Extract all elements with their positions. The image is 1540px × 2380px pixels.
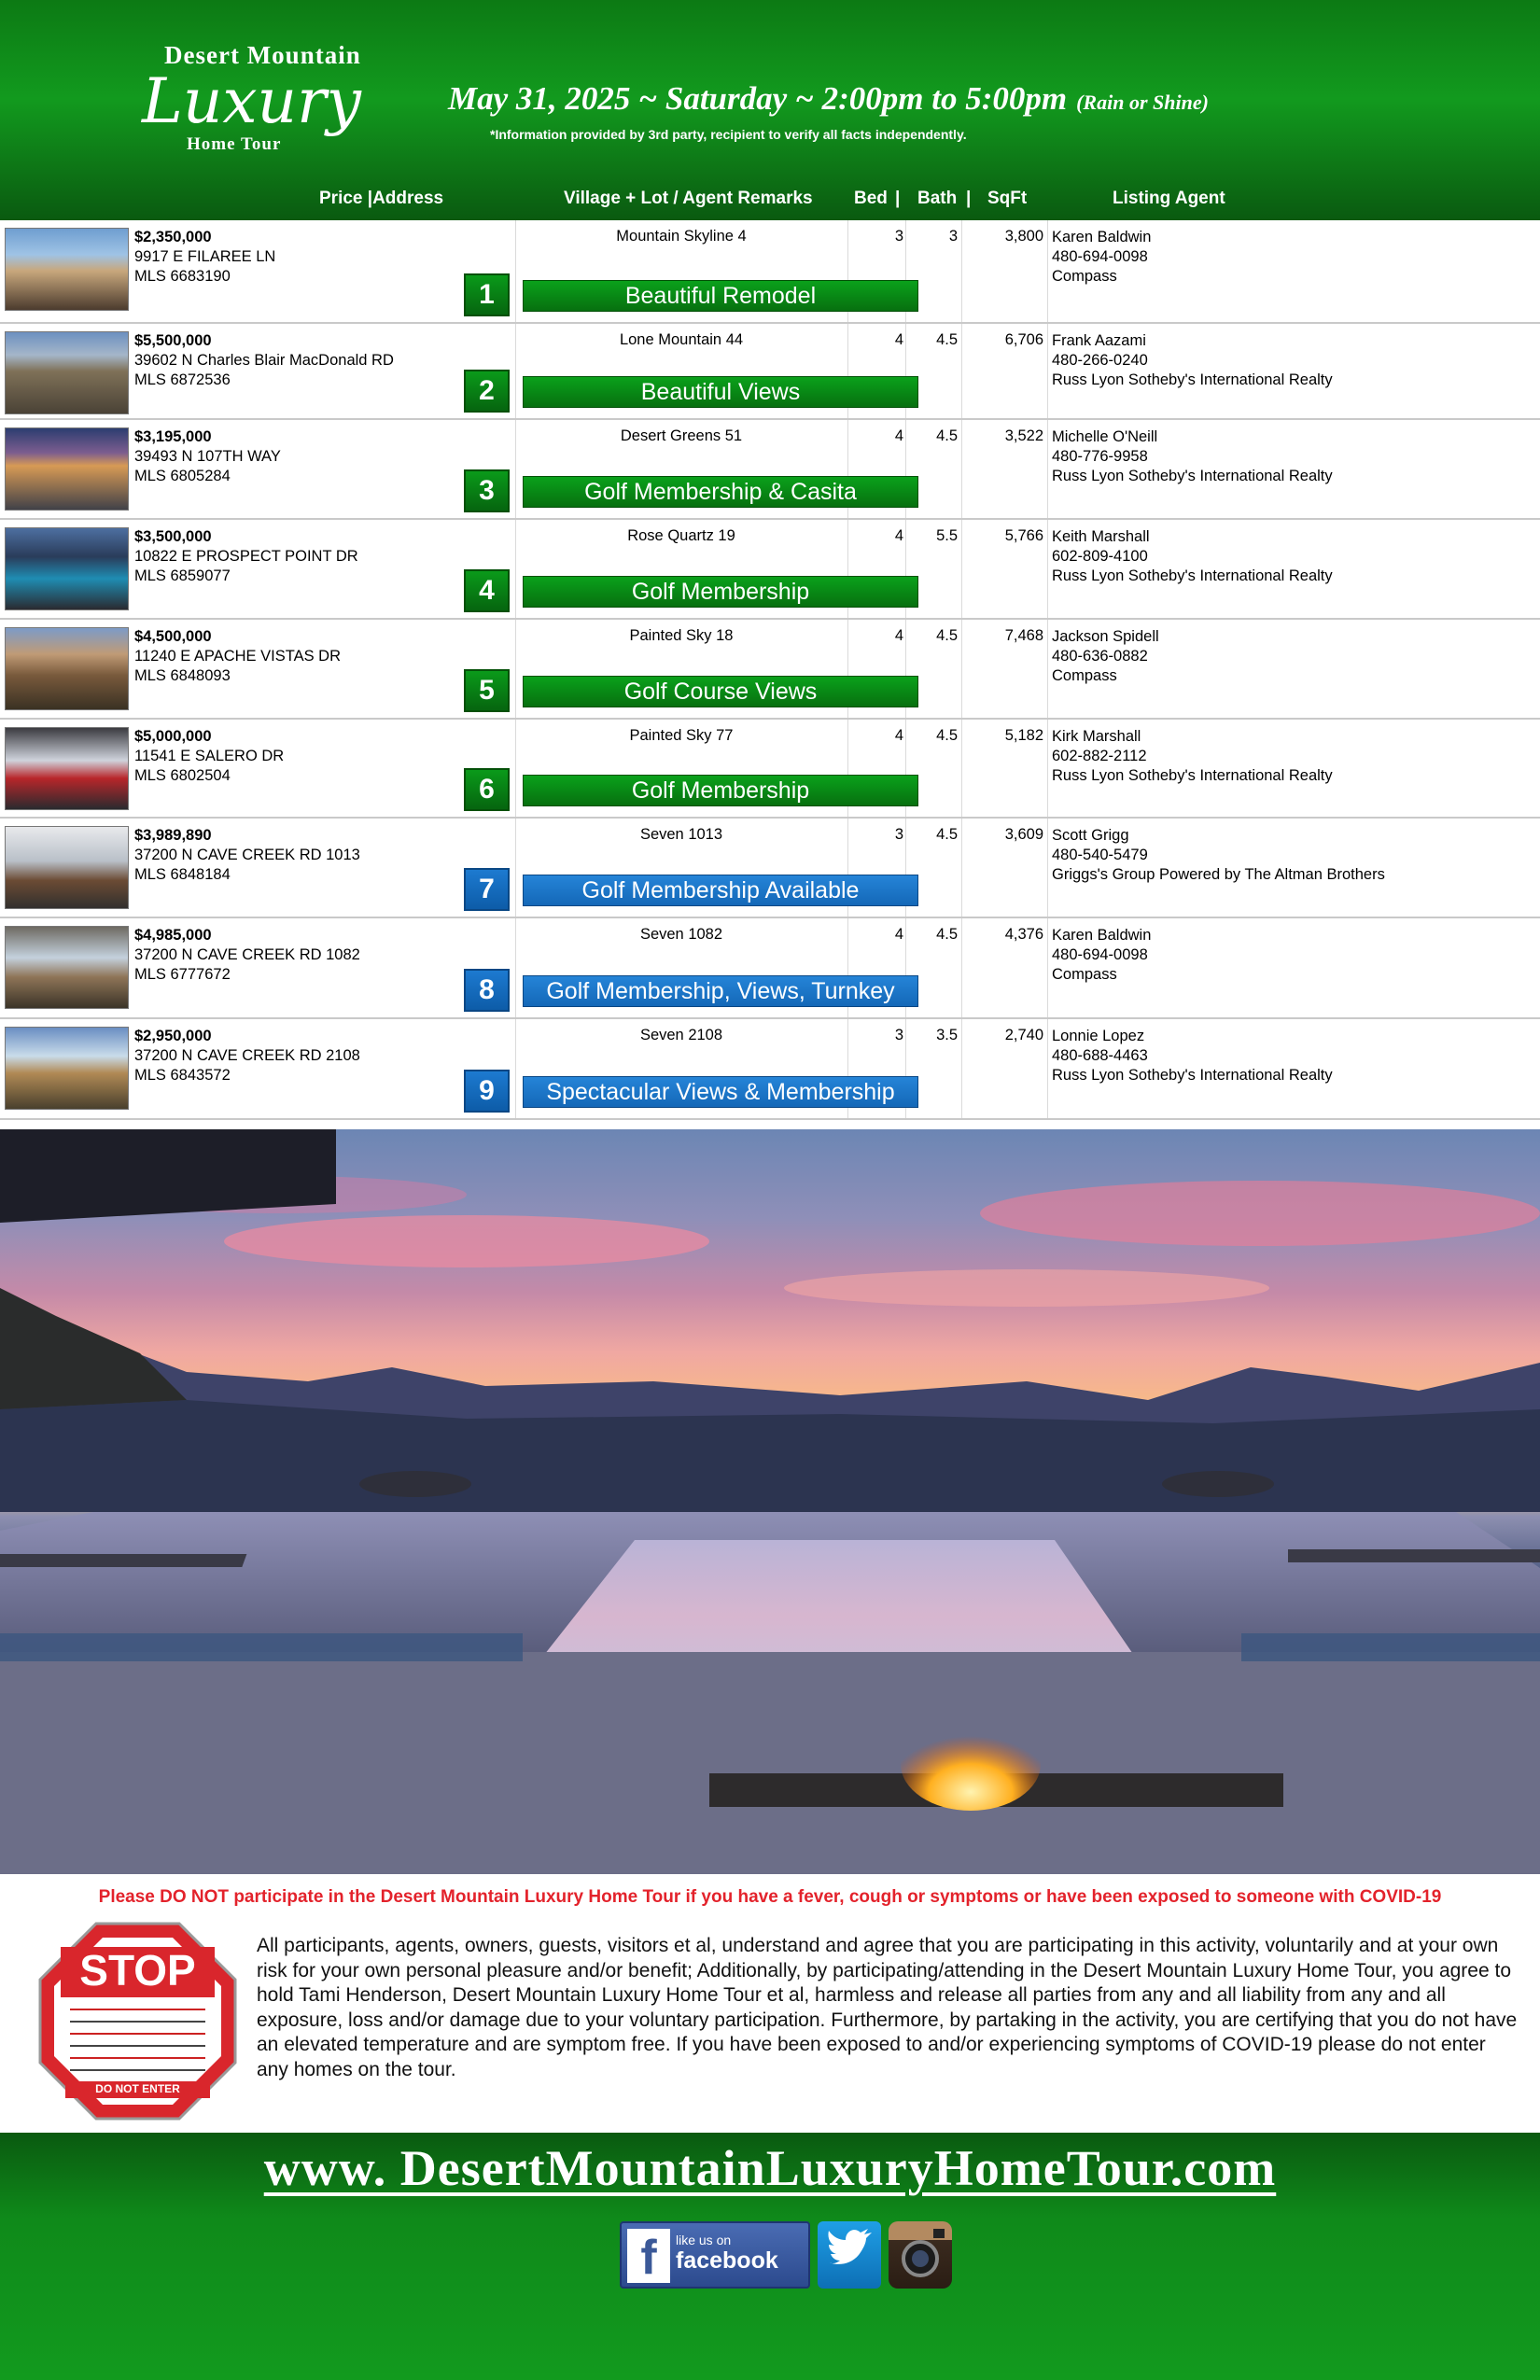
listing-price: $3,500,000 xyxy=(134,528,212,545)
col-divider xyxy=(1047,420,1048,518)
listing-number-badge: 9 xyxy=(464,1070,510,1113)
listing-village: Seven 1013 xyxy=(639,826,723,843)
listing-agent-block xyxy=(1052,627,1159,686)
listing-bed: 4 xyxy=(894,727,903,744)
agent-name: Keith Marshall xyxy=(1052,528,1150,545)
listing-row xyxy=(0,1019,1540,1120)
listing-address: 11240 E APACHE VISTAS DR xyxy=(134,648,342,665)
listing-bed: 4 xyxy=(894,926,903,943)
listing-mls: MLS 6777672 xyxy=(134,966,231,983)
listing-photo[interactable] xyxy=(5,1027,129,1110)
listing-price: $4,985,000 xyxy=(134,927,212,944)
listing-agent-block xyxy=(1052,331,1333,390)
listing-remark-banner: Beautiful Remodel xyxy=(523,280,918,312)
listing-bed: 3 xyxy=(894,228,903,245)
listing-address-block xyxy=(134,427,281,486)
listing-address-block xyxy=(134,527,358,586)
listing-sqft: 5,766 xyxy=(1004,527,1043,544)
listing-village: Painted Sky 18 xyxy=(629,627,734,644)
agent-phone: 480-694-0098 xyxy=(1052,946,1148,963)
listing-number-badge: 1 xyxy=(464,273,510,316)
listing-bath: 5.5 xyxy=(936,527,958,544)
listing-sqft: 5,182 xyxy=(1004,727,1043,744)
listing-village: Rose Quartz 19 xyxy=(627,527,735,544)
col-head-sqft: SqFt xyxy=(987,189,1028,208)
listings-table xyxy=(0,220,1540,1129)
listing-agent-block xyxy=(1052,727,1333,786)
twitter-icon[interactable] xyxy=(818,2221,881,2289)
listing-address: 39602 N Charles Blair MacDonald RD xyxy=(134,352,394,369)
listing-address-block xyxy=(134,228,275,287)
listing-price: $5,500,000 xyxy=(134,332,212,349)
hero-image xyxy=(0,1129,1540,1874)
listing-agent-block xyxy=(1052,527,1333,586)
listing-number-badge: 5 xyxy=(464,669,510,712)
col-head-price-address: Price |Address xyxy=(319,189,444,208)
listing-sqft: 7,468 xyxy=(1004,627,1043,644)
disclaimer: *Information provided by 3rd party, recipient to verify all facts independently. xyxy=(490,127,967,142)
listing-number-badge: 7 xyxy=(464,868,510,911)
listing-village: Lone Mountain 44 xyxy=(619,331,744,348)
listing-photo[interactable] xyxy=(5,727,129,810)
listing-sqft: 3,800 xyxy=(1004,228,1043,245)
listing-mls: MLS 6859077 xyxy=(134,567,231,584)
listing-bed: 4 xyxy=(894,527,903,544)
listing-address: 37200 N CAVE CREEK RD 1082 xyxy=(134,946,360,963)
listing-number-badge: 8 xyxy=(464,969,510,1012)
listing-village: Painted Sky 77 xyxy=(629,727,734,744)
listing-price: $2,350,000 xyxy=(134,229,212,245)
listing-bath: 3 xyxy=(948,228,958,245)
listing-agent-block xyxy=(1052,926,1151,985)
col-divider xyxy=(1047,918,1048,1017)
agent-brokerage: Russ Lyon Sotheby's International Realty xyxy=(1052,567,1333,584)
facebook-name-text: facebook xyxy=(676,2247,778,2274)
agent-name: Kirk Marshall xyxy=(1052,728,1141,745)
listing-agent-block xyxy=(1052,427,1333,486)
listing-remark-banner: Golf Membership xyxy=(523,576,918,608)
agent-phone: 480-688-4463 xyxy=(1052,1047,1148,1064)
listing-mls: MLS 6848184 xyxy=(134,866,231,883)
logo-line2: Luxury xyxy=(142,65,361,137)
stop-title: STOP xyxy=(79,1946,196,1995)
col-divider xyxy=(1047,520,1048,618)
agent-brokerage: Compass xyxy=(1052,966,1117,983)
listing-village: Desert Greens 51 xyxy=(620,427,743,444)
listing-bath: 4.5 xyxy=(936,826,958,843)
col-sep-1: | xyxy=(895,189,901,208)
listing-remark-banner: Beautiful Views xyxy=(523,376,918,408)
listing-address: 39493 N 107TH WAY xyxy=(134,448,281,465)
agent-phone: 602-809-4100 xyxy=(1052,548,1148,565)
listing-bed: 3 xyxy=(894,1027,903,1043)
listing-number-badge: 4 xyxy=(464,569,510,612)
listing-address-block xyxy=(134,826,360,885)
agent-phone: 480-540-5479 xyxy=(1052,847,1148,863)
listing-bath: 4.5 xyxy=(936,926,958,943)
listing-agent-block xyxy=(1052,228,1151,287)
listing-number-badge: 6 xyxy=(464,768,510,811)
tour-date-text: May 31, 2025 ~ Saturday ~ 2:00pm to 5:00pm xyxy=(448,80,1068,117)
listing-bed: 4 xyxy=(894,627,903,644)
listing-bath: 4.5 xyxy=(936,427,958,444)
listing-sqft: 3,609 xyxy=(1004,826,1043,843)
listing-row xyxy=(0,420,1540,520)
listing-bath: 4.5 xyxy=(936,627,958,644)
listing-row xyxy=(0,520,1540,620)
tour-logo xyxy=(140,37,448,168)
agent-name: Karen Baldwin xyxy=(1052,229,1152,245)
header-banner xyxy=(0,0,1540,220)
listing-sqft: 4,376 xyxy=(1004,926,1043,943)
agent-name: Lonnie Lopez xyxy=(1052,1028,1145,1044)
listing-mls: MLS 6805284 xyxy=(134,468,231,484)
agent-brokerage: Russ Lyon Sotheby's International Realty xyxy=(1052,468,1333,484)
listing-photo[interactable] xyxy=(5,427,129,511)
listing-bed: 4 xyxy=(894,331,903,348)
col-divider xyxy=(1047,819,1048,917)
listing-row xyxy=(0,220,1540,324)
pool-sunset-image xyxy=(0,1129,1540,1874)
listing-sqft: 6,706 xyxy=(1004,331,1043,348)
listing-agent-block xyxy=(1052,1027,1333,1085)
listing-price: $3,989,890 xyxy=(134,827,212,844)
listing-address-block xyxy=(134,1027,360,1085)
agent-brokerage: Russ Lyon Sotheby's International Realty xyxy=(1052,1067,1333,1084)
website-link[interactable]: www. DesertMountainLuxuryHomeTour.com xyxy=(263,2140,1277,2196)
listing-village: Seven 2108 xyxy=(639,1027,723,1043)
col-divider xyxy=(1047,620,1048,718)
listing-village: Seven 1082 xyxy=(639,926,723,943)
listing-row xyxy=(0,918,1540,1019)
agent-name: Scott Grigg xyxy=(1052,827,1129,844)
listing-photo[interactable] xyxy=(5,527,129,610)
col-divider xyxy=(1047,1019,1048,1118)
col-divider xyxy=(1047,720,1048,817)
listing-mls: MLS 6843572 xyxy=(134,1067,231,1084)
agent-brokerage: Compass xyxy=(1052,268,1117,285)
agent-name: Karen Baldwin xyxy=(1052,927,1152,944)
listing-village: Mountain Skyline 4 xyxy=(616,228,747,245)
facebook-f-glyph: f xyxy=(627,2229,670,2283)
facebook-like-text: like us on xyxy=(676,2233,732,2247)
listing-number-badge: 3 xyxy=(464,469,510,512)
listing-address-block xyxy=(134,926,360,985)
agent-phone: 480-636-0882 xyxy=(1052,648,1148,665)
agent-brokerage: Russ Lyon Sotheby's International Realty xyxy=(1052,767,1333,784)
listing-price: $3,195,000 xyxy=(134,428,212,445)
stop-sign-icon xyxy=(37,1921,238,2121)
agent-phone: 602-882-2112 xyxy=(1052,748,1147,764)
col-head-agent: Listing Agent xyxy=(1113,189,1225,208)
listing-address: 37200 N CAVE CREEK RD 2108 xyxy=(134,1047,360,1064)
listing-row xyxy=(0,819,1540,918)
col-head-bath: Bath xyxy=(917,189,958,208)
listing-mls: MLS 6872536 xyxy=(134,371,231,388)
col-head-bed: Bed xyxy=(854,189,888,208)
listing-row xyxy=(0,324,1540,420)
agent-phone: 480-776-9958 xyxy=(1052,448,1148,465)
col-divider xyxy=(1047,324,1048,418)
listing-row xyxy=(0,720,1540,819)
logo-line1: Desert Mountain xyxy=(164,41,361,69)
listing-address-block xyxy=(134,331,394,390)
agent-name: Michelle O'Neill xyxy=(1052,428,1158,445)
agent-name: Frank Aazami xyxy=(1052,332,1146,349)
listing-photo[interactable] xyxy=(5,926,129,1009)
listing-remark-banner: Golf Membership Available xyxy=(523,875,918,906)
listing-mls: MLS 6683190 xyxy=(134,268,231,285)
col-head-village: Village + Lot / Agent Remarks xyxy=(564,189,813,208)
stop-footer: DO NOT ENTER xyxy=(95,2082,180,2095)
listing-photo[interactable] xyxy=(5,826,129,909)
listing-bed: 4 xyxy=(894,427,903,444)
listing-price: $5,000,000 xyxy=(134,728,212,745)
listing-remark-banner: Golf Membership & Casita xyxy=(523,476,918,508)
listing-mls: MLS 6802504 xyxy=(134,767,231,784)
agent-brokerage: Griggs's Group Powered by The Altman Brothers xyxy=(1052,866,1385,883)
listing-remark-banner: Golf Course Views xyxy=(523,676,918,707)
listing-address: 9917 E FILAREE LN xyxy=(134,248,276,265)
covid-warning: Please DO NOT participate in the Desert Mountain Luxury Home Tour if you have a fever, cough or symptoms or have been exposed to someone with COVID-19 xyxy=(98,1887,1442,1907)
tour-date xyxy=(448,80,1209,118)
listing-address: 11541 E SALERO DR xyxy=(134,748,285,764)
listing-price: $2,950,000 xyxy=(134,1028,212,1044)
listing-remark-banner: Golf Membership, Views, Turnkey xyxy=(523,975,918,1007)
listing-row xyxy=(0,620,1540,720)
listing-bath: 4.5 xyxy=(936,331,958,348)
listing-address: 37200 N CAVE CREEK RD 1013 xyxy=(134,847,360,863)
listing-address-block xyxy=(134,627,341,686)
listing-remark-banner: Golf Membership xyxy=(523,775,918,806)
agent-phone: 480-694-0098 xyxy=(1052,248,1148,265)
listing-address: 10822 E PROSPECT POINT DR xyxy=(134,548,358,565)
covid-release-text: All participants, agents, owners, guests, visitors et al, understand and agree that you are participating in this activity, voluntarily and at your own risk for your own personal pleasure and/or benefit; Additionally, by participating/attending in the Desert Mountain Luxury Home Tour, you agree to hold Tami Henderson, Desert Mountain Luxury Home Tour et al, harmless and release all parties from any and all liability from any and all exposure, loss and/or damage due to your voluntary participation. Furthermore, by partaking in the activity, you are certifying that you do not have an elevated temperature and are symptom free. If you have been exposed to and/or experiencing symptoms of COVID-19 please do not enter any homes on the tour. xyxy=(257,1935,1518,2080)
agent-brokerage: Compass xyxy=(1052,667,1117,684)
listing-photo[interactable] xyxy=(5,627,129,710)
col-divider xyxy=(1047,220,1048,322)
listing-photo[interactable] xyxy=(5,228,129,311)
agent-name: Jackson Spidell xyxy=(1052,628,1159,645)
logo-line3: Home Tour xyxy=(187,134,282,154)
listing-address-block xyxy=(134,727,284,786)
agent-phone: 480-266-0240 xyxy=(1052,352,1148,369)
listing-bath: 3.5 xyxy=(936,1027,958,1043)
facebook-icon[interactable] xyxy=(620,2221,810,2289)
listing-bath: 4.5 xyxy=(936,727,958,744)
listing-bed: 3 xyxy=(894,826,903,843)
listing-agent-block xyxy=(1052,826,1385,885)
col-sep-2: | xyxy=(966,189,972,208)
listing-price: $4,500,000 xyxy=(134,628,212,645)
listing-remark-banner: Spectacular Views & Membership xyxy=(523,1076,918,1108)
rain-note: (Rain or Shine) xyxy=(1076,91,1209,114)
listing-number-badge: 2 xyxy=(464,370,510,413)
instagram-icon[interactable] xyxy=(889,2221,952,2289)
listing-sqft: 3,522 xyxy=(1004,427,1043,444)
listing-sqft: 2,740 xyxy=(1004,1027,1043,1043)
agent-brokerage: Russ Lyon Sotheby's International Realty xyxy=(1052,371,1333,388)
listing-photo[interactable] xyxy=(5,331,129,414)
listing-mls: MLS 6848093 xyxy=(134,667,231,684)
